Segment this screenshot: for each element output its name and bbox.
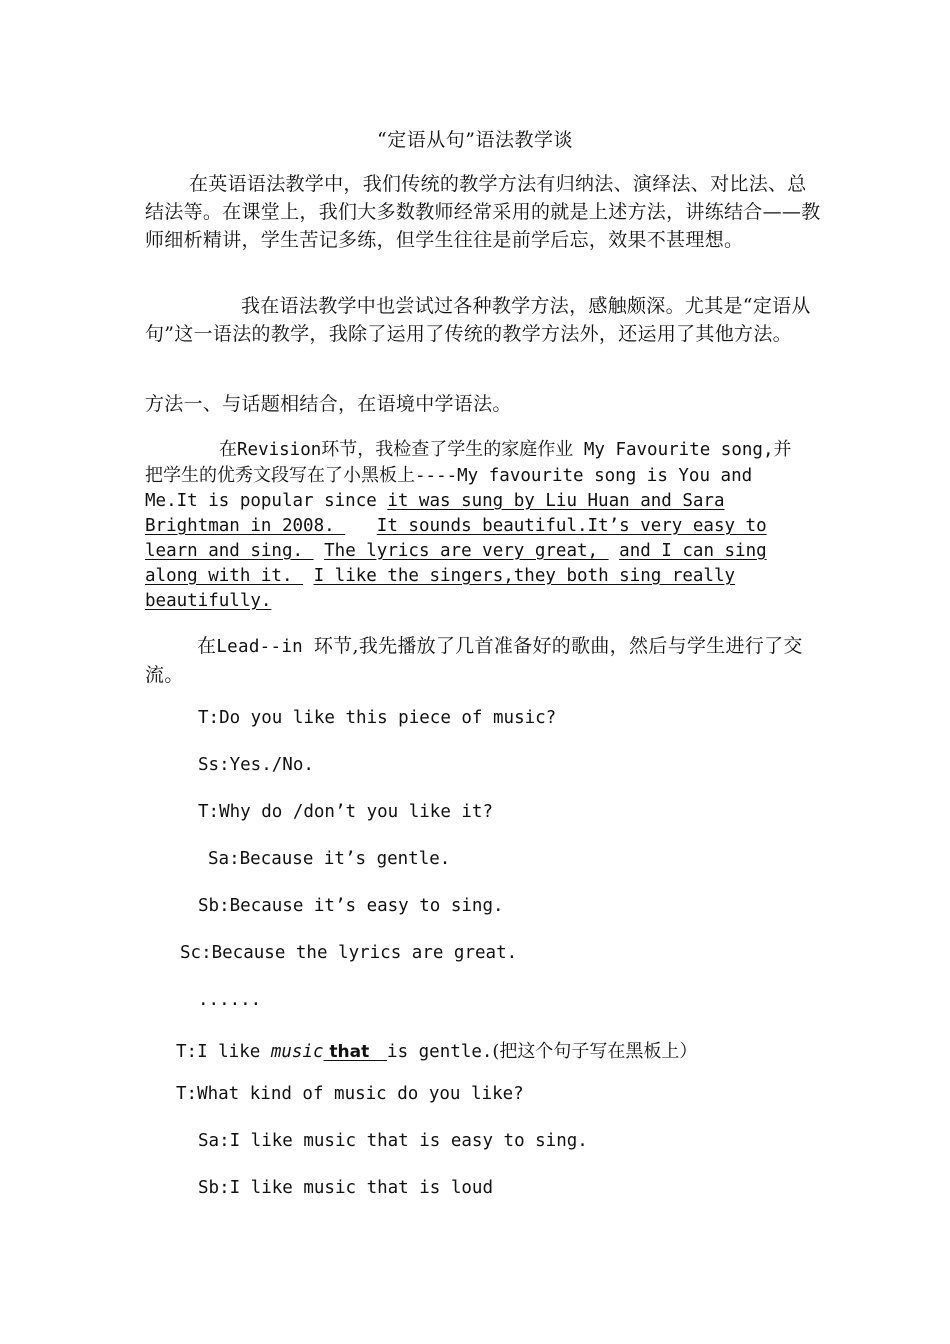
dialogue-line: T:Why do /don’t you like it? (198, 802, 494, 822)
example-antecedent: music (270, 1042, 324, 1062)
dialogue-line: Sa:Because it’s gentle. (208, 849, 451, 869)
underlined-clause-1: it was sung by Liu Huan and Sara Brightman in 2008. (145, 491, 725, 536)
lead-in-paragraph (145, 632, 815, 689)
revision-text-c: 环节，我检查了学生的家庭作业 (321, 439, 574, 460)
dialogue-line-example (176, 1037, 697, 1063)
dialogue-line: Sc:Because the lyrics are great. (180, 943, 518, 963)
revision-gap-j (303, 566, 314, 586)
dialogue-line: Sa:I like music that is easy to sing. (198, 1131, 588, 1151)
dialogue-line: T:Do you like this piece of music? (198, 708, 557, 728)
lead-in-text-a: 在 (197, 635, 217, 657)
revision-text-a: 在 (219, 439, 237, 460)
intro-paragraph: 在英语语法教学中，我们传统的教学方法有归纳法、演绎法、对比法、总结法等。在课堂上，我们大多数教师经常采用的就是上述方法，讲练结合——教师细析精讲，学生苦记多练，但学生往往是前学后忘，效果不甚理想。 (145, 173, 821, 251)
dialogue-line: Sb:I like music that is loud (198, 1178, 494, 1198)
dialogue-line: Ss:Yes./No. (198, 755, 314, 775)
underlined-clause-5: I like the singers,they both sing really beautifully. (145, 566, 736, 611)
document-title: “定语从句”语法教学谈 (377, 129, 573, 151)
dialogue-ellipsis: ...... (198, 990, 262, 1010)
dialogue-line: T:What kind of music do you like? (176, 1084, 524, 1104)
revision-text-d: My Favourite song, (573, 440, 774, 460)
example-relative-pronoun: that (323, 1042, 388, 1062)
experience-paragraph: 我在语法教学中也尝试过各种教学方法，感触颇深。尤其是“定语从句”这一语法的教学，我除了运用了传统的教学方法外，还运用了其他方法。 (145, 295, 811, 345)
revision-paragraph (145, 437, 805, 614)
revision-gap-g (345, 516, 377, 536)
method-one-heading: 方法一、与话题相结合，在语境中学语法。 (145, 393, 512, 415)
example-rest: is gentle. (387, 1042, 493, 1062)
example-prefix: T:I like (176, 1042, 271, 1062)
lead-in-text-b: Lead--in (216, 637, 314, 657)
revision-text-b: Revision (237, 440, 322, 460)
underlined-clause-3: The lyrics are very great, (324, 541, 609, 561)
underlined-clause-2: It sounds beautiful.It’s very easy to learn and sing. (145, 516, 767, 561)
revision-gap-h (314, 541, 325, 561)
lead-in-text-c: 环节,我先播放了几首准备好的歌曲，然后与学生进行了交流。 (145, 635, 803, 686)
dialogue-line: Sb:Because it’s easy to sing. (198, 896, 504, 916)
revision-text-f: ----My favourite song is You and Me.It is popular since (145, 466, 753, 511)
revision-gap-i (609, 541, 620, 561)
revision-text-e: 并把学生的优秀文段写在了小黑板上 (145, 439, 792, 486)
underlined-clause-4: and I can sing along with it. (145, 541, 767, 586)
example-note: (把这个句子写在黑板上） (492, 1041, 698, 1062)
